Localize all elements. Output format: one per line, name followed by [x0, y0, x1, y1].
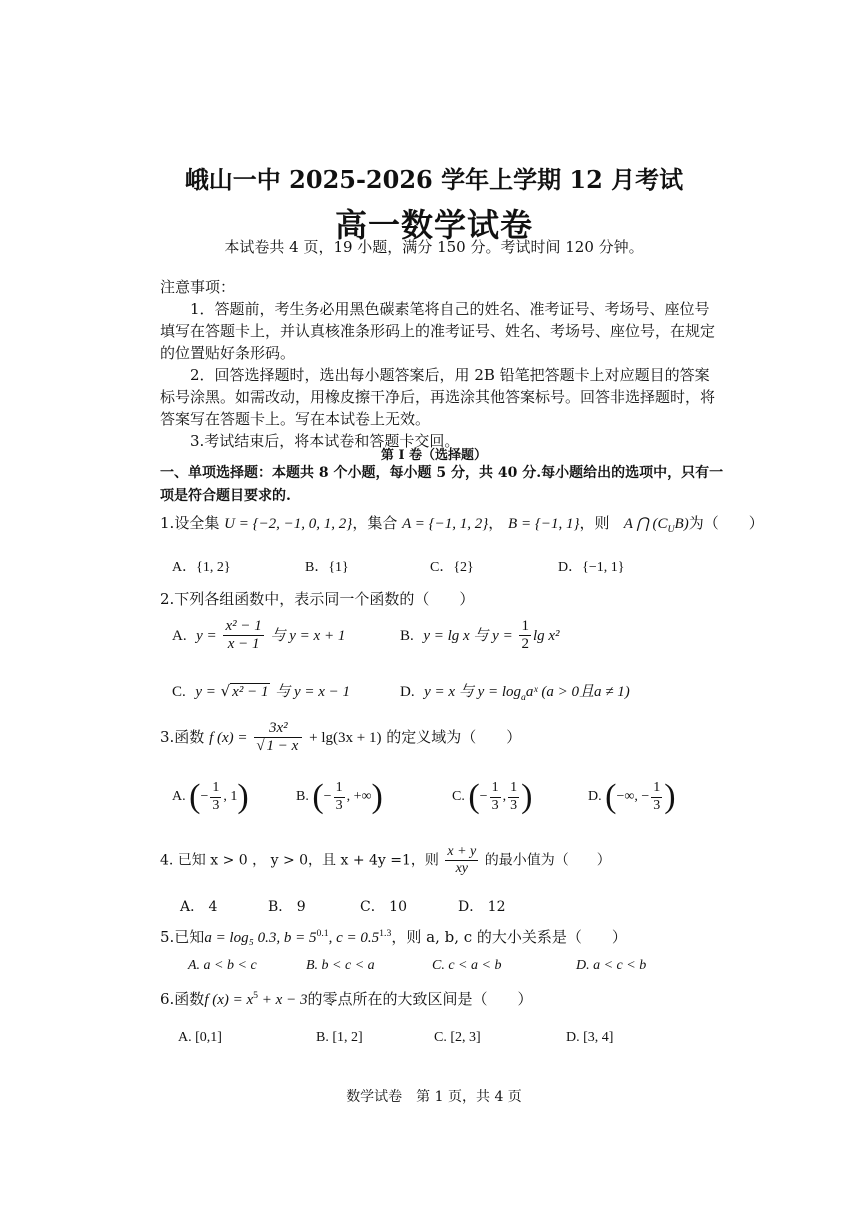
q5-option-c: C. c < a < b — [432, 958, 502, 973]
q5-option-a: A. a < b < c — [188, 958, 257, 973]
q4-option-b: B． 9 — [268, 899, 306, 915]
q4-option-a: A． 4 — [180, 899, 218, 915]
school-title: 峨山一中 2025-2026 学年上学期 12 月考试 — [184, 165, 684, 194]
q1-number: 1. — [160, 514, 175, 532]
q2-option-c: C. y = √ x² − 1 与 y = x − 1 — [172, 682, 351, 700]
q1-set-b: B = {−1, 1} — [508, 516, 580, 532]
q1-text: ，集合 — [352, 514, 398, 532]
section-instructions: 一、单项选择题：本题共 8 个小题，每小题 5 分，共 40 分.每小题给出的选项中，只有一项是符合题目要求的. — [160, 465, 724, 504]
question-4: 4. 已知 x > 0 ， y > 0，且 x + 4y =1，则 $\frac{x + y}{xy}$ 的最小值为（ ） — [160, 844, 611, 877]
q1-option-c: C．{2} — [430, 560, 474, 575]
q6-option-c: C. [2, 3] — [434, 1030, 481, 1045]
q1-set-a: A = {−1, 1, 2} — [402, 516, 489, 532]
question-3: 3.函数 f (x) = $\frac{\text{3x²}}{√ 1 - x}$ + lg(3x + 1) 的定义域为（ ） — [160, 720, 522, 755]
q1-text: ， — [488, 514, 504, 532]
page-footer: 数学试卷 第 1 页，共 4 页 — [346, 1089, 522, 1105]
note-item-1: 1．答题前，考生务必用黑色碳素笔将自己的姓名、准考证号、考场号、座位号填写在答题卡上，并认真核准条形码上的准考证号、姓名、考场号、座位号，在规定的位置贴好条形码。 — [160, 300, 716, 362]
q1-expression: A ⋂ $(C_UB)$ — [623, 516, 689, 535]
exam-description: 本试卷共 4 页，19 小题，满分 150 分。考试时间 120 分钟。 — [224, 238, 644, 256]
q5-option-d: D. a < c < b — [576, 958, 647, 973]
question-2: 2.下列各组函数中，表示同一个函数的（ ） — [160, 590, 475, 608]
question-1 — [160, 512, 764, 535]
notes-heading: 注意事项： — [160, 278, 236, 296]
q1-text: ，则 — [579, 514, 610, 532]
q6-option-a: A. [0,1] — [178, 1030, 222, 1045]
q4-option-d: D． 12 — [458, 899, 506, 915]
q2-option-d: D. y = x 与 $y = \log_aaˣ$ (a > 0且a ≠ 1) — [400, 684, 630, 703]
question-6: 6.函数f $(x) = x^5 + x - 3$的零点所在的大致区间是（ ） — [160, 990, 533, 1008]
q2-option-a: A. y = $\frac{\text{x² − 1}}{x - 1}$ 与 y = x + 1 — [172, 618, 346, 653]
q1-text: 设全集 — [174, 514, 220, 532]
note-item-3: 3.考试结束后，将本试卷和答题卡交回。 — [190, 432, 460, 450]
note-item-2: 2．回答选择题时，选出每小题答案后，用 2B 铅笔把答题卡上对应题目的答案标号涂黑。如需改动，用橡皮擦干净后，再选涂其他答案标号。回答非选择题时，将答案写在答题卡上。写在本试卷上无效。 — [160, 366, 716, 428]
q1-option-b: B．{1} — [305, 560, 349, 575]
q3-option-b: B. (− $\frac{1}{3}$ , +∞) — [296, 778, 383, 815]
q2-option-b: B. y = lg x 与 y = $\frac{1}{2}$ lg x² — [400, 618, 560, 653]
q3-option-d: D. (−∞, − $\frac{1}{3}$ ) — [588, 778, 676, 815]
exam-title: 高一数学试卷 — [334, 206, 533, 244]
q1-option-d: D．{−1, 1} — [558, 560, 625, 575]
question-5: 5.已知a = log₅ 0.3, $b = 5^{0.1}$, $c = 0.5^{1.3}$，则 a, b, c 的大小关系是（ ） — [160, 928, 627, 946]
q1-set-u: U = {−2, −1, 0, 1, 2} — [224, 516, 353, 532]
notes-block — [160, 276, 720, 452]
q6-option-d: D. [3, 4] — [566, 1030, 614, 1045]
part-title: 第 I 卷（选择题） — [380, 448, 488, 463]
q4-option-c: C． 10 — [360, 899, 407, 915]
q3-option-a: A. (− $\frac{1}{3}$ , 1) — [172, 778, 249, 815]
q1-tail: 为（ ） — [688, 514, 764, 532]
q5-option-b: B. b < c < a — [306, 958, 375, 973]
q3-option-c: C. (− $\frac{1}{3}$ , $\frac{1}{3}$ ) — [452, 778, 533, 815]
q6-option-b: B. [1, 2] — [316, 1030, 363, 1045]
q1-option-a: A．{1, 2} — [172, 560, 231, 575]
